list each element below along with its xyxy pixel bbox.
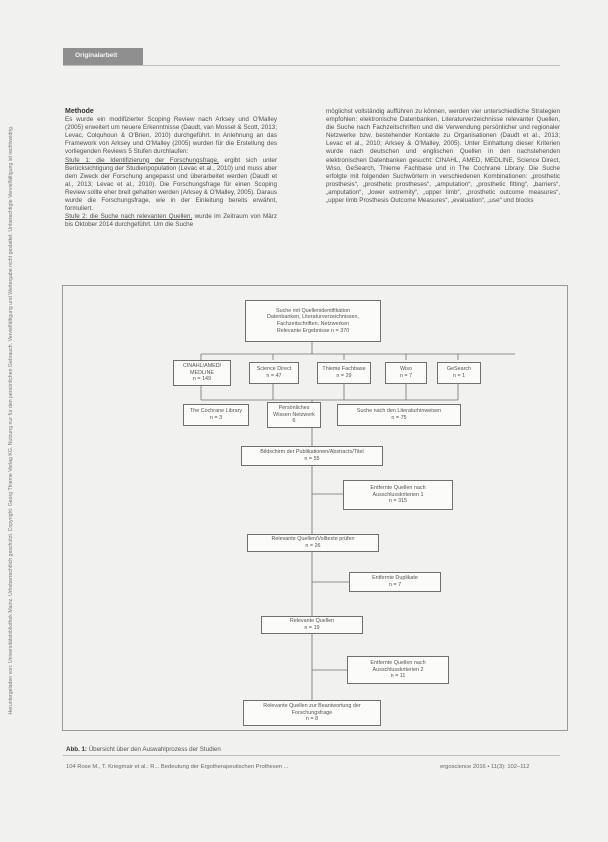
- flow-box-cinahl: [173, 360, 231, 386]
- section-label-bar: [63, 48, 143, 65]
- flow-text: n = 3: [209, 415, 223, 421]
- flow-box-network: [267, 402, 321, 428]
- flow-text: Datenbanken, Literaturverzeichnissen,: [267, 314, 359, 321]
- caption-text: Übersicht über den Auswahlprozess der Studien: [88, 746, 221, 753]
- flow-text: n = 149: [192, 376, 212, 383]
- flow-text: n = 47: [266, 373, 282, 379]
- flow-text: Entfernte Quellen nach: [370, 485, 426, 492]
- flow-text: n = 1: [452, 373, 466, 379]
- footer-journal: ergoscience 2016 • 11(3): 102–112: [440, 764, 530, 770]
- flow-text: n = 315: [388, 498, 408, 505]
- flow-box-gesearch: [437, 362, 481, 384]
- flow-box-references: [337, 404, 461, 426]
- flow-box-science-direct: [249, 362, 299, 384]
- flowchart-figure: [62, 285, 568, 731]
- side-watermark-text: Heruntergeladen von: Universitätsbibliothek Mainz. Urheberrechtlich geschützt. Copyright: Georg Thieme Verlag KG. Nutzung nur für den persönlichen Gebrauch. Vervielfältigung und Weitergabe nicht gestattet. Unberechtigte Vervielfältigung ist rechtswidrig.: [8, 125, 14, 715]
- right-column: [326, 108, 560, 205]
- figure-caption: [66, 746, 221, 753]
- header-rule: [63, 65, 560, 66]
- flow-box-screening: [241, 446, 383, 466]
- flow-text: Entfernte Quellen nach: [370, 660, 426, 667]
- flow-text: Wissen Netzwerk: [273, 411, 315, 418]
- flow-text: Relevante Quellen zur Beantwortung der: [263, 703, 361, 710]
- flow-box-thieme: [317, 362, 371, 384]
- flow-text: Forschungsfrage: [291, 709, 333, 716]
- flow-text: Relevante Ergebnisse n = 370: [276, 327, 350, 334]
- flow-text: Wiso: [400, 366, 412, 373]
- flow-box-cochrane: [183, 404, 249, 426]
- flow-text: n = 7: [388, 582, 402, 588]
- flow-text: Ausschlusskriterien 1: [372, 491, 424, 498]
- flow-text: n = 29: [336, 373, 352, 379]
- flow-box-search: [245, 300, 381, 342]
- stage1-text: ergibt sich unter Berücksichtigung der Studienpopulation (Levac et al., 2010) und muss aber dem Zweck der Forschung angepasst und überarbeitet werden (Daudt et al., 2013; Levac et al., 2010). Die Forschungsfrage für einen Scoping Review sollte eher breit gehalten werden (Arksey & O'Malley, 2005). Daraus wurde die Forschungsfrage, wie in der Einleitung bereits erwähnt, formuliert.: [65, 156, 277, 213]
- flow-box-excluded-1: [343, 480, 453, 510]
- footer-rule: [63, 755, 560, 756]
- flow-text: Relevante Quellen/Volltexte prüfen: [271, 536, 355, 543]
- flow-text: CINAHL/AMED/: [182, 363, 222, 370]
- flow-text: Suche nach den Literaturhinweisen: [356, 408, 442, 415]
- flow-box-duplicates: [349, 572, 441, 592]
- flow-box-fulltext: [247, 534, 379, 552]
- flow-text: GeSearch: [446, 366, 472, 373]
- flow-text: Thieme Fachbase: [322, 366, 366, 373]
- flow-text: n = 19: [304, 625, 320, 631]
- stage1-paragraph: [65, 157, 277, 214]
- flow-text: MEDLINE: [190, 369, 214, 376]
- flow-text: Bildschirm der Publikationen/Abstracts/Titel: [260, 449, 364, 456]
- flowchart-connectors: [63, 286, 567, 730]
- left-column: [65, 108, 277, 229]
- flow-text: n = 26: [305, 543, 321, 549]
- stage1-label: Stufe 1: die Identifizierung der Forschungsfrage,: [65, 156, 219, 164]
- flow-text: Entfernte Duplikate: [372, 575, 418, 582]
- stage2-paragraph: [65, 213, 277, 229]
- flow-text: The Cochrane Library: [189, 408, 243, 415]
- section-label: Originalarbeit: [75, 52, 118, 59]
- flow-text: Persönliches: [278, 405, 310, 412]
- flow-box-wiso: [385, 362, 427, 384]
- flow-text: Fachzeitschriften, Netzwerken: [276, 321, 350, 327]
- stage2-label: Stufe 2: die Suche nach relevanten Quellen,: [65, 213, 193, 221]
- flow-box-final: [243, 700, 381, 726]
- flow-text: Relevante Quellen: [289, 618, 335, 625]
- flow-text: n = 55: [304, 456, 320, 462]
- footer-citation: 104 Rose M., T. Kriegmair et al.: R... Bedeutung der Ergotherapeutischen Prothesen ...: [66, 764, 289, 770]
- methods-paragraph: Es wurde ein modifizierter Scoping Review nach Arksey und O'Malley (2005) erweitert um neuere Erkenntnisse (Daudt, van Mossel & Scott, 2013; Levac, Colquhoun & O'Brien, 2010) durchgeführt. In Anlehnung an das Framework von Arksey und O'Malley (2005) wurden für die Erstellung des vorliegenden Reviews 5 Stufen durchlaufen:: [65, 116, 277, 156]
- flow-text: Ausschlusskriterien 2: [372, 666, 424, 673]
- flow-text: 6: [292, 418, 296, 425]
- flow-text: n = 75: [391, 415, 407, 421]
- flow-text: Suche mit Quellenidentifikation: [275, 307, 350, 314]
- methods-heading: Methode: [65, 108, 94, 115]
- flow-text: Science Direct: [256, 366, 292, 373]
- flow-text: n = 8: [305, 716, 319, 723]
- search-paragraph: möglichst vollständig aufführen zu können, werden vier unterschiedliche Strategien empfohlen: elektronische Datenbanken, Literaturverzeichnisse relevanter Quellen, die Suche nach Fachzeitschriften und die Verwendung persönlicher und regionaler Netzwerke bzw. bestehender Kontakte zu Organisationen (Daudt et al., 2013; Levac et al., 2010; Arksey & O'Malley, 2005). Unter Einhaltung dieser Kriterien wurde nach deutschen und englischen Quellen in den nachstehenden elektronischen Datenbanken gesucht: CINAHL, AMED, MEDLINE, Science Direct, Wiso, GeSearch, Thieme Fachbase und in The Cochrane Library. Die Suche erfolgte mit folgenden Suchwörtern in verschiedenen Kombinationen: „prosthetic prosthesis“, „prosthetic prostheses“, „amputation“, „prosthetic fitting“, „barriers“, „amputation“, „lower extremity“, „upper limb“, „prosthetic outcome measures“, „upper limb Prosthesis Outcome Measures“, „evaluation“, „use“ und blocks: [326, 108, 560, 205]
- caption-label: Abb. 1:: [66, 746, 87, 753]
- stage2-text: wurde im Zeitraum von März bis Oktober 2014 durchgeführt. Um die Suche: [65, 213, 277, 229]
- flow-text: n = 7: [399, 373, 413, 379]
- flow-text: n = 11: [390, 673, 406, 680]
- flow-box-excluded-2: [347, 656, 449, 684]
- flow-box-relevant: [261, 616, 363, 634]
- side-watermark: [4, 60, 18, 780]
